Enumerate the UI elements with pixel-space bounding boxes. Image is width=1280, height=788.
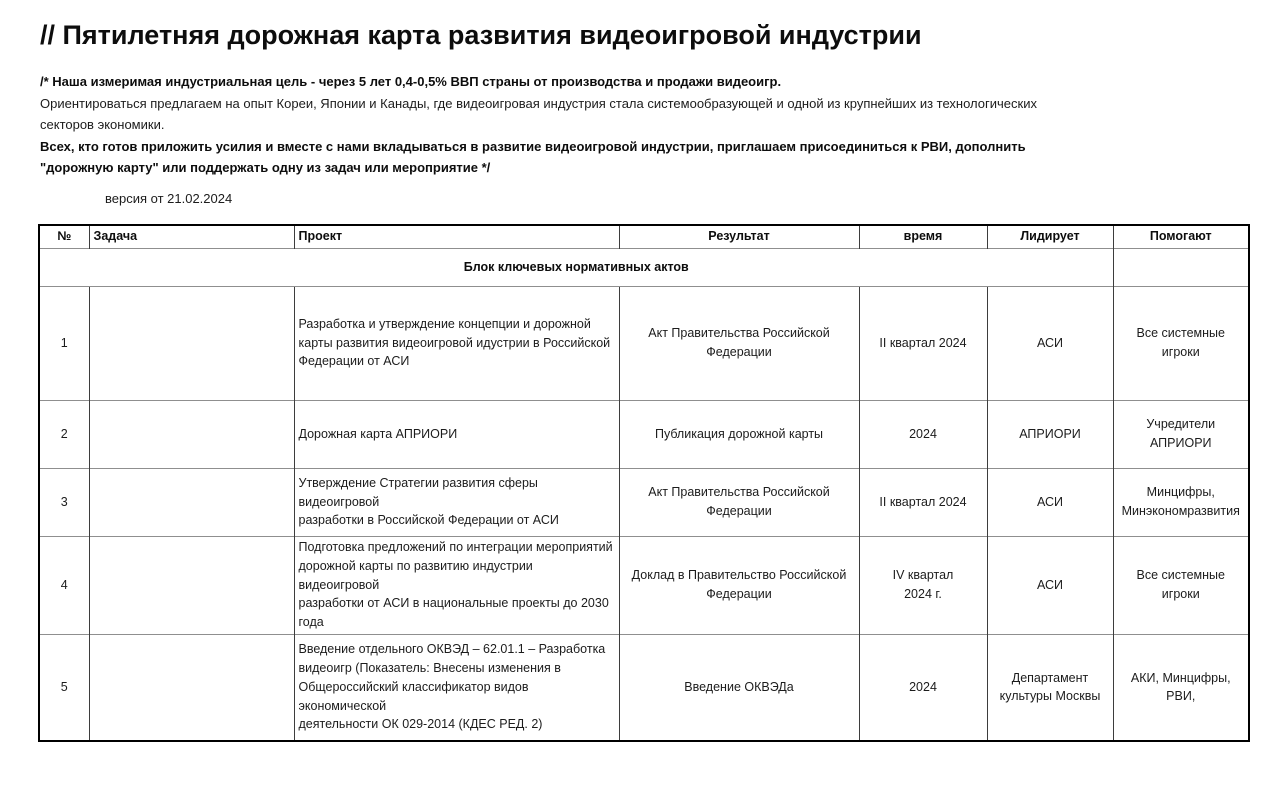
cell-result: Акт Правительства Российской Федерации [619,286,859,400]
cell-helps: Минцифры, Минэкономразвития [1113,468,1249,536]
cell-leads: АПРИОРИ [987,400,1113,468]
cell-time: II квартал 2024 [859,468,987,536]
cell-time: 2024 [859,400,987,468]
intro-block [40,71,1240,179]
cell-helps: Все системные игроки [1113,286,1249,400]
cell-task [89,634,294,741]
page-title: // Пятилетняя дорожная карта развития видеоигровой индустрии [40,20,922,50]
cell-task [89,468,294,536]
column-header-time: время [859,225,987,248]
column-header-project: Проект [294,225,619,248]
cell-time: II квартал 2024 [859,286,987,400]
cell-task [89,536,294,634]
section-helps-empty-cell [1113,248,1249,286]
row-number: 1 [39,286,89,400]
row-number: 2 [39,400,89,468]
cell-result: Публикация дорожной карты [619,400,859,468]
intro-line-goal: /* Наша измеримая индустриальная цель - через 5 лет 0,4-0,5% ВВП страны от производства и продажи видеоигр. [40,74,782,89]
cell-leads: АСИ [987,286,1113,400]
cell-leads: АСИ [987,468,1113,536]
column-header-helps: Помогают [1113,225,1249,248]
row-number: 4 [39,536,89,634]
cell-result: Акт Правительства Российской Федерации [619,468,859,536]
cell-task [89,400,294,468]
cell-project: Разработка и утверждение концепции и дорожной карты развития видеоигровой идустрии в Российской Федерации от АСИ [294,286,619,400]
cell-result: Доклад в Правительство Российской Федерации [619,536,859,634]
section-row [39,248,1249,286]
column-header-leads: Лидирует [987,225,1113,248]
table-row [39,468,1249,536]
cell-leads: Департамент культуры Москвы [987,634,1113,741]
intro-line-invite: Всех, кто готов приложить усилия и вместе с нами вкладываться в развитие видеоигровой индустрии, приглашаем присоединиться к РВИ, дополнить [40,138,1026,154]
cell-time: 2024 [859,634,987,741]
cell-time: IV квартал 2024 г. [859,536,987,634]
column-header-result: Результат [619,225,859,248]
table-row [39,286,1249,400]
cell-project: Дорожная карта АПРИОРИ [294,400,619,468]
cell-helps: АКИ, Минцифры, РВИ, [1113,634,1249,741]
version-label: версия от 21.02.2024 [105,191,233,206]
cell-helps: Все системные игроки [1113,536,1249,634]
section-title: Блок ключевых нормативных актов [39,248,1113,286]
column-header-task: Задача [89,225,294,248]
cell-task [89,286,294,400]
table-row [39,400,1249,468]
cell-project: Введение отдельного ОКВЭД – 62.01.1 – Разработка видеоигр (Показатель: Внесены изменения в Общероссийский классификатор видов экономической деятельности ОК 029-2014 (КДЕС РЕД. 2) [294,634,619,741]
column-header-num: № [39,225,89,248]
table-row [39,536,1249,634]
intro-line-invite-cont: "дорожную карту" или поддержать одну из задач или мероприятие */ [40,160,491,175]
row-number: 3 [39,468,89,536]
cell-leads: АСИ [987,536,1113,634]
roadmap-table [38,224,1250,742]
cell-project: Утверждение Стратегии развития сферы видеоигровой разработки в Российской Федерации от АСИ [294,468,619,536]
intro-line-benchmark: Ориентироваться предлагаем на опыт Кореи, Японии и Канады, где видеоигровая индустрия стала системообразующей и одной из крупнейших из технологических [40,95,1037,111]
intro-line-benchmark-cont: секторов экономики. [40,117,165,132]
cell-project: Подготовка предложений по интеграции мероприятий дорожной карты по развитию индустрии видеоигровой разработки от АСИ в национальные проекты до 2030 года [294,536,619,634]
table-row [39,634,1249,741]
cell-result: Введение ОКВЭДа [619,634,859,741]
row-number: 5 [39,634,89,741]
cell-helps: Учредители АПРИОРИ [1113,400,1249,468]
table-header-row [39,225,1249,248]
